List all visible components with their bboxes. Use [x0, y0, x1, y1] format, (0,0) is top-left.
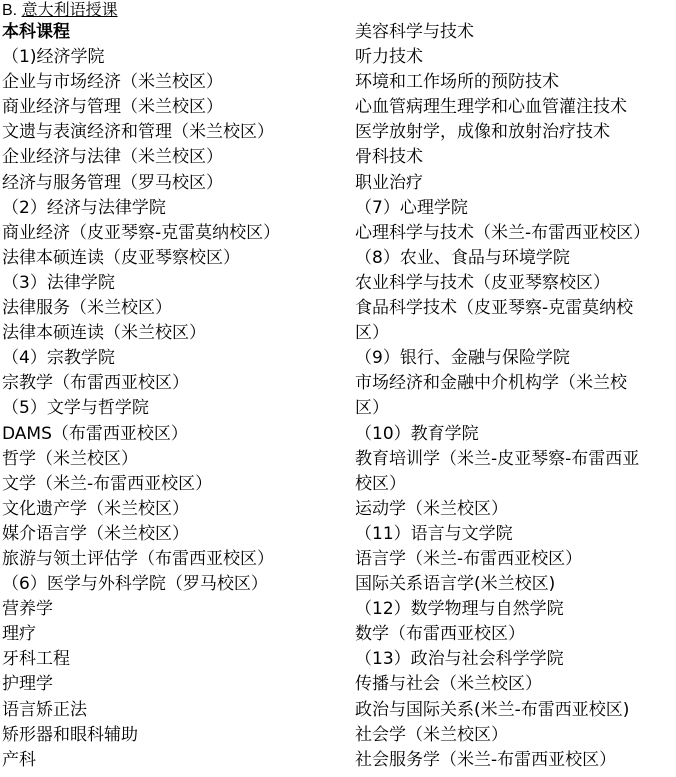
list-item: 医学放射学，成像和放射治疗技术	[355, 122, 610, 143]
list-item: 牙科工程	[2, 649, 70, 670]
list-item: （2）经济与法律学院	[2, 197, 166, 218]
list-item: 经济与服务管理（罗马校区）	[2, 172, 223, 193]
list-item: 校区）	[355, 473, 406, 494]
list-item: 农业科学与技术（皮亚琴察校区）	[355, 272, 610, 293]
section-title-link[interactable]: 意大利语授课	[21, 0, 118, 19]
list-item: 美容科学与技术	[355, 22, 474, 42]
list-item: 法律服务（米兰校区）	[2, 298, 172, 319]
list-item: （10）教育学院	[355, 423, 479, 444]
list-item: 社会服务学（米兰-布雷西亚校区）	[355, 749, 617, 770]
section-prefix: B.	[2, 2, 22, 19]
list-item: 市场经济和金融中介机构学（米兰校	[355, 373, 627, 394]
list-item: 企业经济与法律（米兰校区）	[2, 147, 223, 168]
list-item: 法律本硕连读（米兰校区）	[2, 323, 206, 344]
list-item: 语言学（米兰-布雷西亚校区）	[355, 548, 583, 569]
list-item: 语言矫正法	[2, 699, 87, 720]
list-item: 国际关系语言学(米兰校区)	[355, 574, 556, 595]
section-heading: 本科课程	[2, 22, 70, 42]
list-item: 政治与国际关系(米兰-布雷西亚校区)	[355, 699, 630, 720]
list-item: DAMS（布雷西亚校区）	[2, 423, 188, 444]
list-item: 传播与社会（米兰校区）	[355, 674, 542, 695]
list-item: 环境和工作场所的预防技术	[355, 72, 559, 93]
list-item: 社会学（米兰校区）	[355, 724, 508, 745]
list-item: 宗教学（布雷西亚校区）	[2, 373, 189, 394]
list-item: 营养学	[2, 599, 53, 620]
list-item: 护理学	[2, 674, 53, 695]
list-item: 文化遗产学（米兰校区）	[2, 498, 189, 519]
list-item: 区）	[355, 323, 389, 344]
list-item: 听力技术	[355, 47, 423, 68]
list-item: 商业经济（皮亚琴察-克雷莫纳校区）	[2, 222, 281, 243]
list-item: 区）	[355, 398, 389, 419]
list-item: 旅游与领土评估学（布雷西亚校区）	[2, 548, 274, 569]
section-header	[2, 0, 118, 22]
list-item: 运动学（米兰校区）	[355, 498, 508, 519]
list-item: 教育培训学（米兰-皮亚琴察-布雷西亚	[355, 448, 640, 469]
list-item: 心血管病理生理学和心血管灌注技术	[355, 97, 627, 118]
list-item: 企业与市场经济（米兰校区）	[2, 72, 223, 93]
list-item: （5）文学与哲学院	[2, 398, 149, 419]
left-column	[2, 20, 350, 773]
list-item: （12）数学物理与自然学院	[355, 599, 564, 620]
list-item: 骨科技术	[355, 147, 423, 168]
list-item: （11）语言与文学院	[355, 523, 513, 544]
list-item: 矫形器和眼科辅助	[2, 724, 138, 745]
list-item: 文学（米兰-布雷西亚校区）	[2, 473, 213, 494]
list-item: 理疗	[2, 624, 36, 645]
list-item: 哲学（米兰校区）	[2, 448, 138, 469]
list-item: （7）心理学院	[355, 197, 468, 218]
list-item: 产科	[2, 749, 36, 770]
list-item: 商业经济与管理（米兰校区）	[2, 97, 223, 118]
list-item: （8）农业、食品与环境学院	[355, 247, 570, 268]
list-item: （6）医学与外科学院（罗马校区）	[2, 574, 268, 595]
list-item: 职业治疗	[355, 172, 423, 193]
list-item: 文遗与表演经济和管理（米兰校区）	[2, 122, 274, 143]
list-item: 食品科学技术（皮亚琴察-克雷莫纳校	[355, 298, 634, 319]
list-item: 数学（布雷西亚校区）	[355, 624, 525, 645]
list-item: 心理科学与技术（米兰-布雷西亚校区）	[355, 222, 651, 243]
list-item: 媒介语言学（米兰校区）	[2, 523, 189, 544]
list-item: （3）法律学院	[2, 272, 115, 293]
right-column	[355, 20, 673, 773]
list-item: （1)经济学院	[2, 47, 105, 68]
list-item: （9）银行、金融与保险学院	[355, 348, 570, 369]
list-item: （13）政治与社会科学学院	[355, 649, 564, 670]
list-item: （4）宗教学院	[2, 348, 115, 369]
list-item: 法律本硕连读（皮亚琴察校区）	[2, 247, 240, 268]
